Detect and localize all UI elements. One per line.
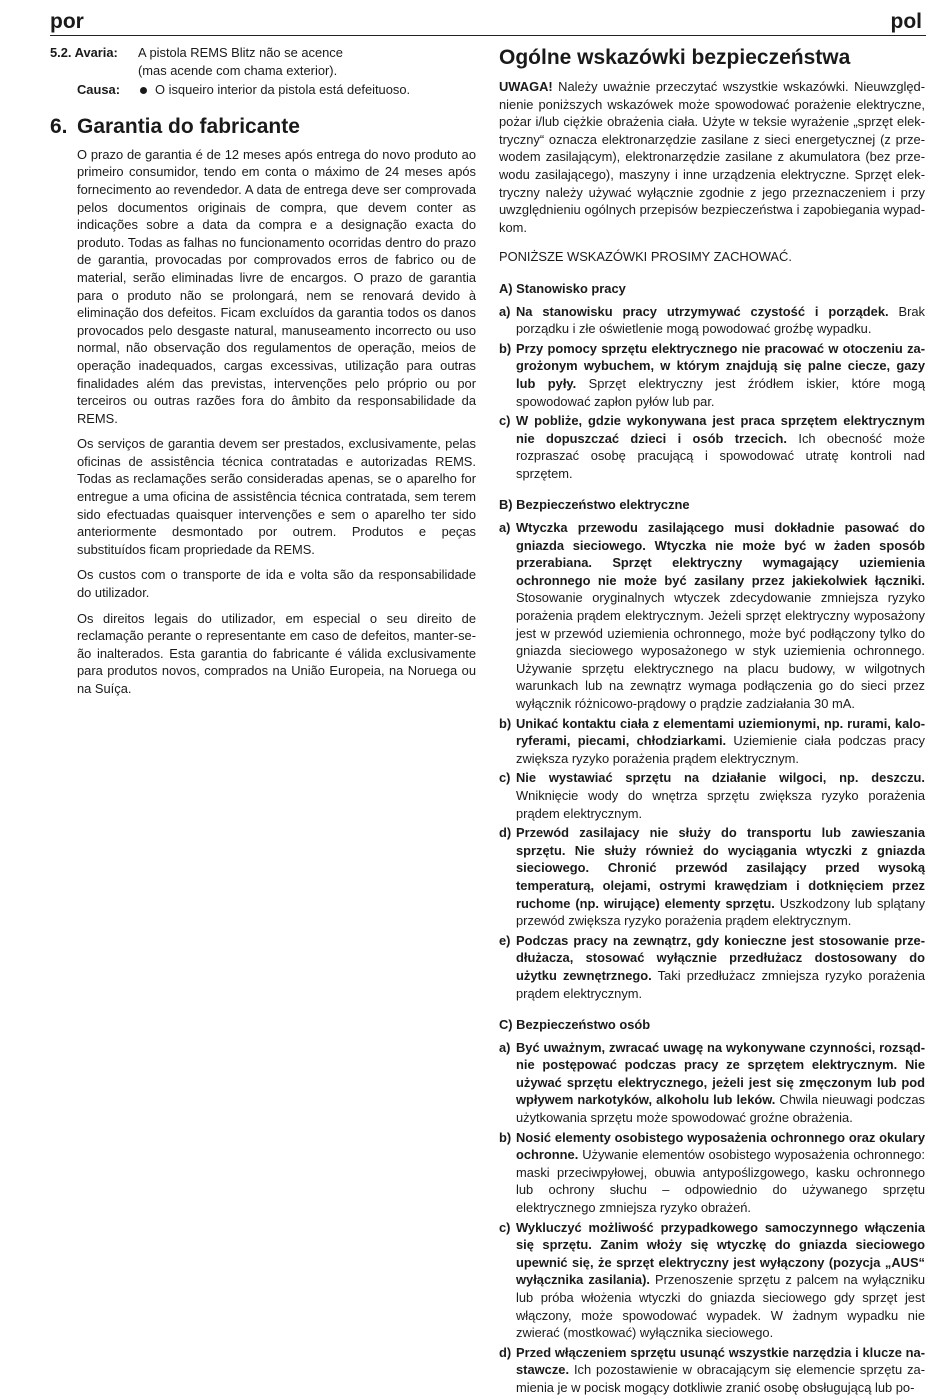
warranty-paragraph-1: O prazo de garantia é de 12 meses após entrega do novo produto ao primeiro consumidor, tendo em conta o máximo de 24 meses após fornecimento ao revendedor. A data de entrega deve ser comprovada pelos documentos originais de compra, que devem conter as indicações sobre a data da compra e a designação exacta do produto. Todas as falhas no funcionamento ocorridas dentro do prazo de garantia, provocadas por comprovados erros de fabrico ou de material, serão eliminadas livre de encargos. O prazo de garantia para o produto não se prolongará, nem se renovará devido à eliminação dos defeitos. Ficam excluídos da garantia todos os danos provocados pelo desgaste natural, manuseamento incorrecto ou uso normal, não observação dos regulamentos de operação, meios de operação inadequados, cargas excessivas, utilização para outras finalidades além das previstas, intervenções pelo próprio ou por terceiros ou outras razões fora do âmbito da responsabilidade da REMS. [77,146,476,426]
safety-intro: UWAGA! Należy uważnie przeczytać wszystkie wskazówki. Nieuwzględnienie poniższych wskazówek może spowodować porażenie elektryczne, pożar i/lub ciężkie obrażenia ciała. Użyte w teksie wyrażenie „sprzęt elektryczny“ oznacza elektronarzędzie zasilane z sieci energetycznej (z przewodem zasilającym), elektronarzędzie zasilane z akumulatora (bez przewodu zasilającego), maszyny i inne urządzenia elektryczne. Sprzęt elektryczny należy używać wyłącznie zgodnie z jego przeznaczeniem i przy uwzględnieniu ogólnych przepisów bezpieczeństwa i zapobiegania wypadkom. [499,79,925,235]
list-item: a) Wtyczka przewodu zasilającego musi dokładnie pasować do gniazda sieciowego. Wtyczka nie może być w żaden sposób przerabiana. Sprzęt elektryczny wymagający uziemienia ochronnego nie może być zasilany przez jakiekolwiek łączniki. Stosowanie oryginalnych wtyczek zdecydowanie zmniejsza ryzyko porażenia prądem elektrycznym. Jeżeli sprzęt elektryczny wyposażony jest w przewód uziemienia ochronnego, może być podłączony tylko do gniazda sieciowego wyposażonego w styk uziemienia ochronnego. Używanie sprzętu elektrycznego na placu budowy, w wilgotnych warunkach lub na zewnątrz wymaga podłączenia go do sieci przez wyłącznik różnicowo-prądowy o prądzie zadziałania 30 mA. [499,520,925,711]
warranty-body [50,146,476,698]
list-item: a) Być uważnym, zwracać uwagę na wykonywane czynności, rozsądnie postępować podczas pracy ze sprzętem elektrycznym. Nie używać sprzętu elektrycznego, jeżeli jest się zmęczonym lub pod wpływem narkotyków, alkoholu lub leków. Chwila nieuwagi podczas użytkowania sprzętu może spowodować groźne obrażenia. [499,1039,926,1126]
list-item: a) Na stanowisku pracy utrzymywać czystość i porządek. Brak porządku i złe oświetlenie mogą powodować groźbę wypadku. [499,303,925,337]
section-heading: C) Bezpieczeństwo osób [499,1017,651,1033]
list-item: e) Podczas pracy na zewnątrz, gdy konieczne jest stosowanie przedłużacza, stosować wyłącznie przedłużacz dostosowany do użytku zewnętrznego. Taki przedłużacz zmniejsza ryzyko porażenia prądem elektrycznym. [499,932,925,1001]
defect-cause-label: Causa: [77,82,120,98]
defect-cause-text: O isqueiro interior da pistola está defeituoso. [138,81,476,99]
list-item: d) Przewód zasilajacy nie służy do transportu lub zawieszania sprzętu. Nie służy również do wyciągania wtyczki z gniazda sieciowego. Chronić przewód zasilający przed wysoką temperaturą, olejami, ostrymi krawędziam i dotknięciem przez ruchome (np. wirujące) elementy sprzętu. Uszkodzony lub splątany przewód zwiększa ryzyko porażenia prądem elektrycznym. [499,825,926,929]
section-heading: A) Stanowisko pracy [499,280,626,296]
header-language-right: pol [890,10,922,33]
section-heading: B) Bezpieczeństwo elektryczne [499,497,690,513]
defect-cause-row [50,81,476,99]
header-divider [50,35,926,36]
bullet-icon [140,87,147,94]
warranty-paragraph-3: Os custos com o transporte de ida e volta são da responsabilidade do utilizador. [77,567,476,601]
list-item: b) Unikać kontaktu ciała z elementami uziemionymi, np. rurami, kaloryferami, piecami, chłodziarkami. Uziemienie ciała podczas pracy zwiększa ryzyko porażenia prądem elektrycznym. [499,715,925,766]
list-item: d) Przed włączeniem sprzętu usunąć wszystkie narzędzia i klucze nastawcze. Ich pozostawienie w obracającym się elemencie sprzętu zamienia je w pocisk mogący dotkliwie zranić osobę obsługującą lub po- [499,1344,925,1395]
list-item: b) Nosić elementy osobistego wyposażenia ochronnego oraz okulary ochronne. Używanie elementów osobistego wyposażenia ochronnego: maski przeciwpyłowej, obuwia antypoślizgowego, kasku ochronnego lub ochrony słuchu – odpowiednio do używanego sprzętu elektrycznego zmniejsza ryzyko obrażeń. [499,1129,925,1216]
defect-fault-text: A pistola REMS Blitz não se acence (mas acende com chama exterior). [138,45,343,78]
header-language-left: por [50,10,84,33]
list-item: c) Nie wystawiać sprzętu na działanie wilgoci, np. deszczu. Wniknięcie wody do wnętrza sprzętu zwiększa ryzyko porażenia prądem elektrycznym. [499,770,925,821]
warranty-paragraph-2: Os serviços de garantia devem ser prestados, exclusivamente, pelas oficinas de assistência técnica contratadas e autorizadas REMS. Todas as reclamações serão consideradas apenas, se o aparelho for entregue a uma oficina de assistência técnica contratada, sem terem sido efectuadas quaisquer intervenções e sem o aparelho ter sido anteriormente desmontado por outrem. Produtos e peças substituídos ficam propriedade da REMS. [77,436,476,557]
list-item: c) W pobliże, gdzie wykonywana jest praca sprzętem elektrycznym nie dopuszczać dzieci i osób trzecich. Ich obecność może rozpraszać osobę pracującą i spowodować utratę kontroli nad sprzętem. [499,413,925,481]
safety-heading: Ogólne wskazówki bezpieczeństwa [499,46,851,69]
defect-fault-label: 5.2. Avaria: [50,45,118,60]
list-item: c) Wykluczyć możliwość przypadkowego samoczynnego włączenia się sprzętu. Zanim włoży się wtyczkę do gniazda sieciowego upewnić się, że sprzęt elektryczny jest wyłączony (pozycja „AUS“ wyłącznika zasilania). Przenoszenie sprzętu z palcem na wyłączniku lub próba włożenia wtyczki do gniazda sieciowego gdy sprzęt jest włączony, może spowodować wypadek. W żadnym wypadku nie zwierać (mostkować) wyłącznika sieciowego. [499,1219,925,1341]
list-item: b) Przy pomocy sprzętu elektrycznego nie pracować w otoczeniu zagrożonym wybuchem, w którym znajdują się palne ciecze, gazy lub pyły. Sprzęt elektryczny jest źródłem iskier, które mogą spowodować zapłon pyłów lub par. [499,340,925,409]
warranty-heading: 6. Garantia do fabricante [50,114,300,138]
portuguese-column [50,44,476,706]
polish-column [499,44,925,1399]
warranty-paragraph-4: Os direitos legais do utilizador, em especial o seu direito de reclamação perante o representante em caso de defeitos, manter-se-ão inalterados. Esta garantia do fabricante é válida exclusivamente para produtos novos, comprados na União Europeia, na Noruega ou na Suíça. [77,610,476,696]
defect-fault-row [50,44,476,79]
keep-instructions: PONIŻSZE WSKAZÓWKI PROSIMY ZACHOWAĆ. [499,249,792,265]
